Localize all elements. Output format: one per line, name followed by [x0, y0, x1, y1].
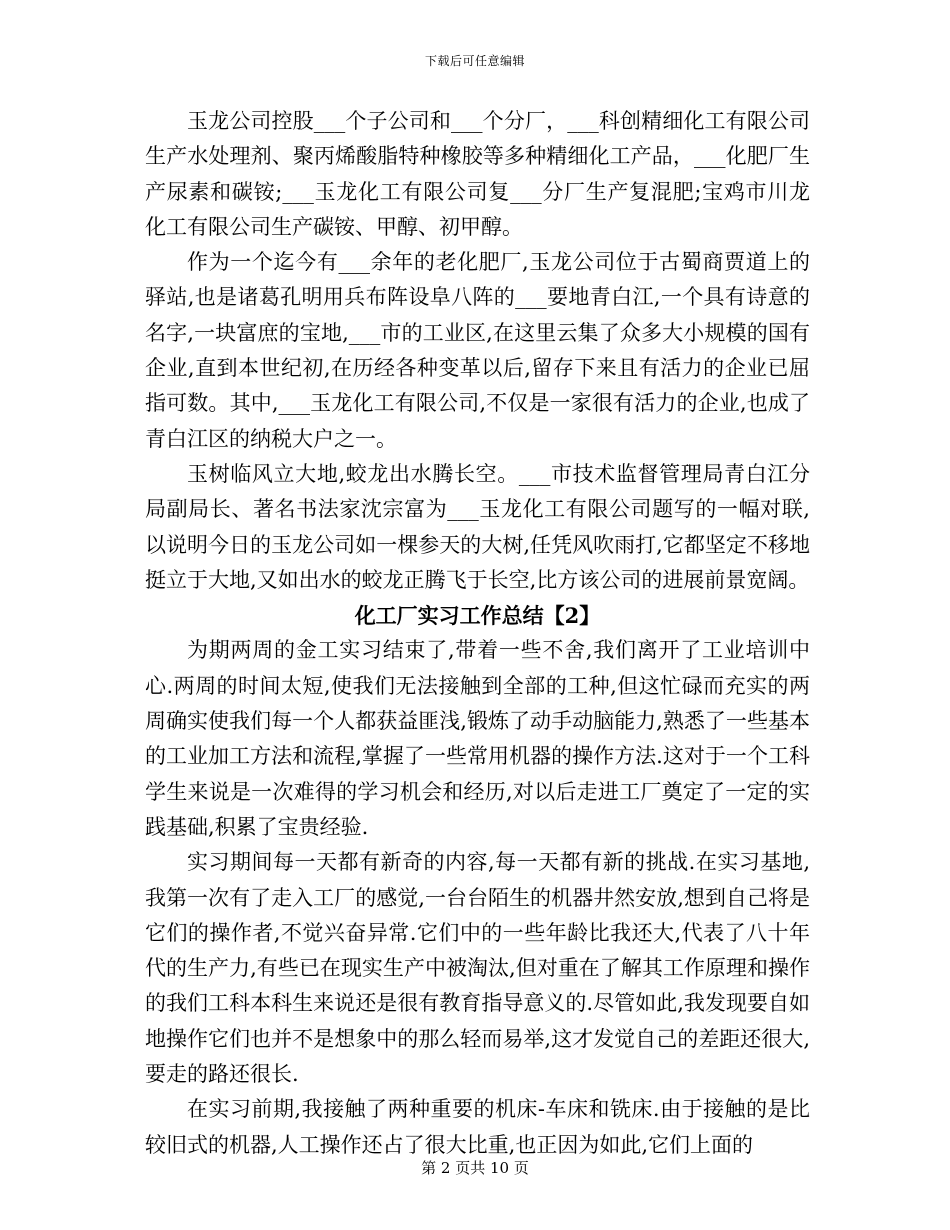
page-footer: 第 2 页共 10 页: [421, 1159, 529, 1177]
document-body: [145, 104, 810, 1163]
paragraph: 在实习前期,我接触了两种重要的机床-车床和铣床.由于接触的是比较旧式的机器,人工操作还占了很大比重,也正因为如此,它们上面的: [145, 1097, 810, 1157]
paragraph: 实习期间每一天都有新奇的内容,每一天都有新的挑战.在实习基地,我第一次有了走入工厂的感觉,一台台陌生的机器井然安放,想到自己将是它们的操作者,不觉兴奋异常.它们中的一些年龄比我还大,代表了八十年代的生产力,有些已在现实生产中被淘汰,但对重在了解其工作原理和操作的我们工科本科生来说还是很有教育指导意义的.尽管如此,我发现要自如地操作它们也并不是想象中的那么轻而易举,这才发觉自己的差距还很大,要走的路还很长.: [145, 850, 810, 1087]
paragraph: 玉树临风立大地,蛟龙出水腾长空。___市技术监督管理局青白江分局副局长、著名书法家沈宗富为___玉龙化工有限公司题写的一幅对联,以说明今日的玉龙公司如一棵参天的大树,任凭风吹雨打,它都坚定不移地挺立于大地,又如出水的蛟龙正腾飞于长空,比方该公司的进展前景宽阔。: [145, 461, 810, 592]
section-title: 化工厂实习工作总结【2】: [354, 603, 601, 629]
paragraph: 玉龙公司控股___个子公司和___个分厂，___科创精细化工有限公司生产水处理剂、聚丙烯酸脂特种橡胶等多种精细化工产品，___化肥厂生产尿素和碳铵;___玉龙化工有限公司复___分厂生产复混肥;宝鸡市川龙化工有限公司生产碳铵、甲醇、初甲醇。: [145, 109, 810, 239]
paragraph: 作为一个迄今有___余年的老化肥厂,玉龙公司位于古蜀商贾道上的驿站,也是诸葛孔明用兵布阵设阜八阵的___要地青白江,一个具有诗意的名字,一块富庶的宝地,___市的工业区,在这里云集了众多大小规模的国有企业,直到本世纪初,在历经各种变革以后,留存下来且有活力的企业已屈指可数。其中,___玉龙化工有限公司,不仅是一家很有活力的企业,也成了青白江区的纳税大户之一。: [145, 250, 810, 451]
page-header: 下载后可任意编辑: [424, 54, 525, 68]
paragraph: 为期两周的金工实习结束了,带着一些不舍,我们离开了工业培训中心.两周的时间太短,使我们无法接触到全部的工种,但这忙碌而充实的两周确实使我们每一个人都获益匪浅,锻炼了动手动脑能力,熟悉了一些基本的工业加工方法和流程,掌握了一些常用机器的操作方法.这对于一个工科学生来说是一次难得的学习机会和经历,对以后走进工厂奠定了一定的实践基础,积累了宝贵经验.: [145, 638, 810, 839]
